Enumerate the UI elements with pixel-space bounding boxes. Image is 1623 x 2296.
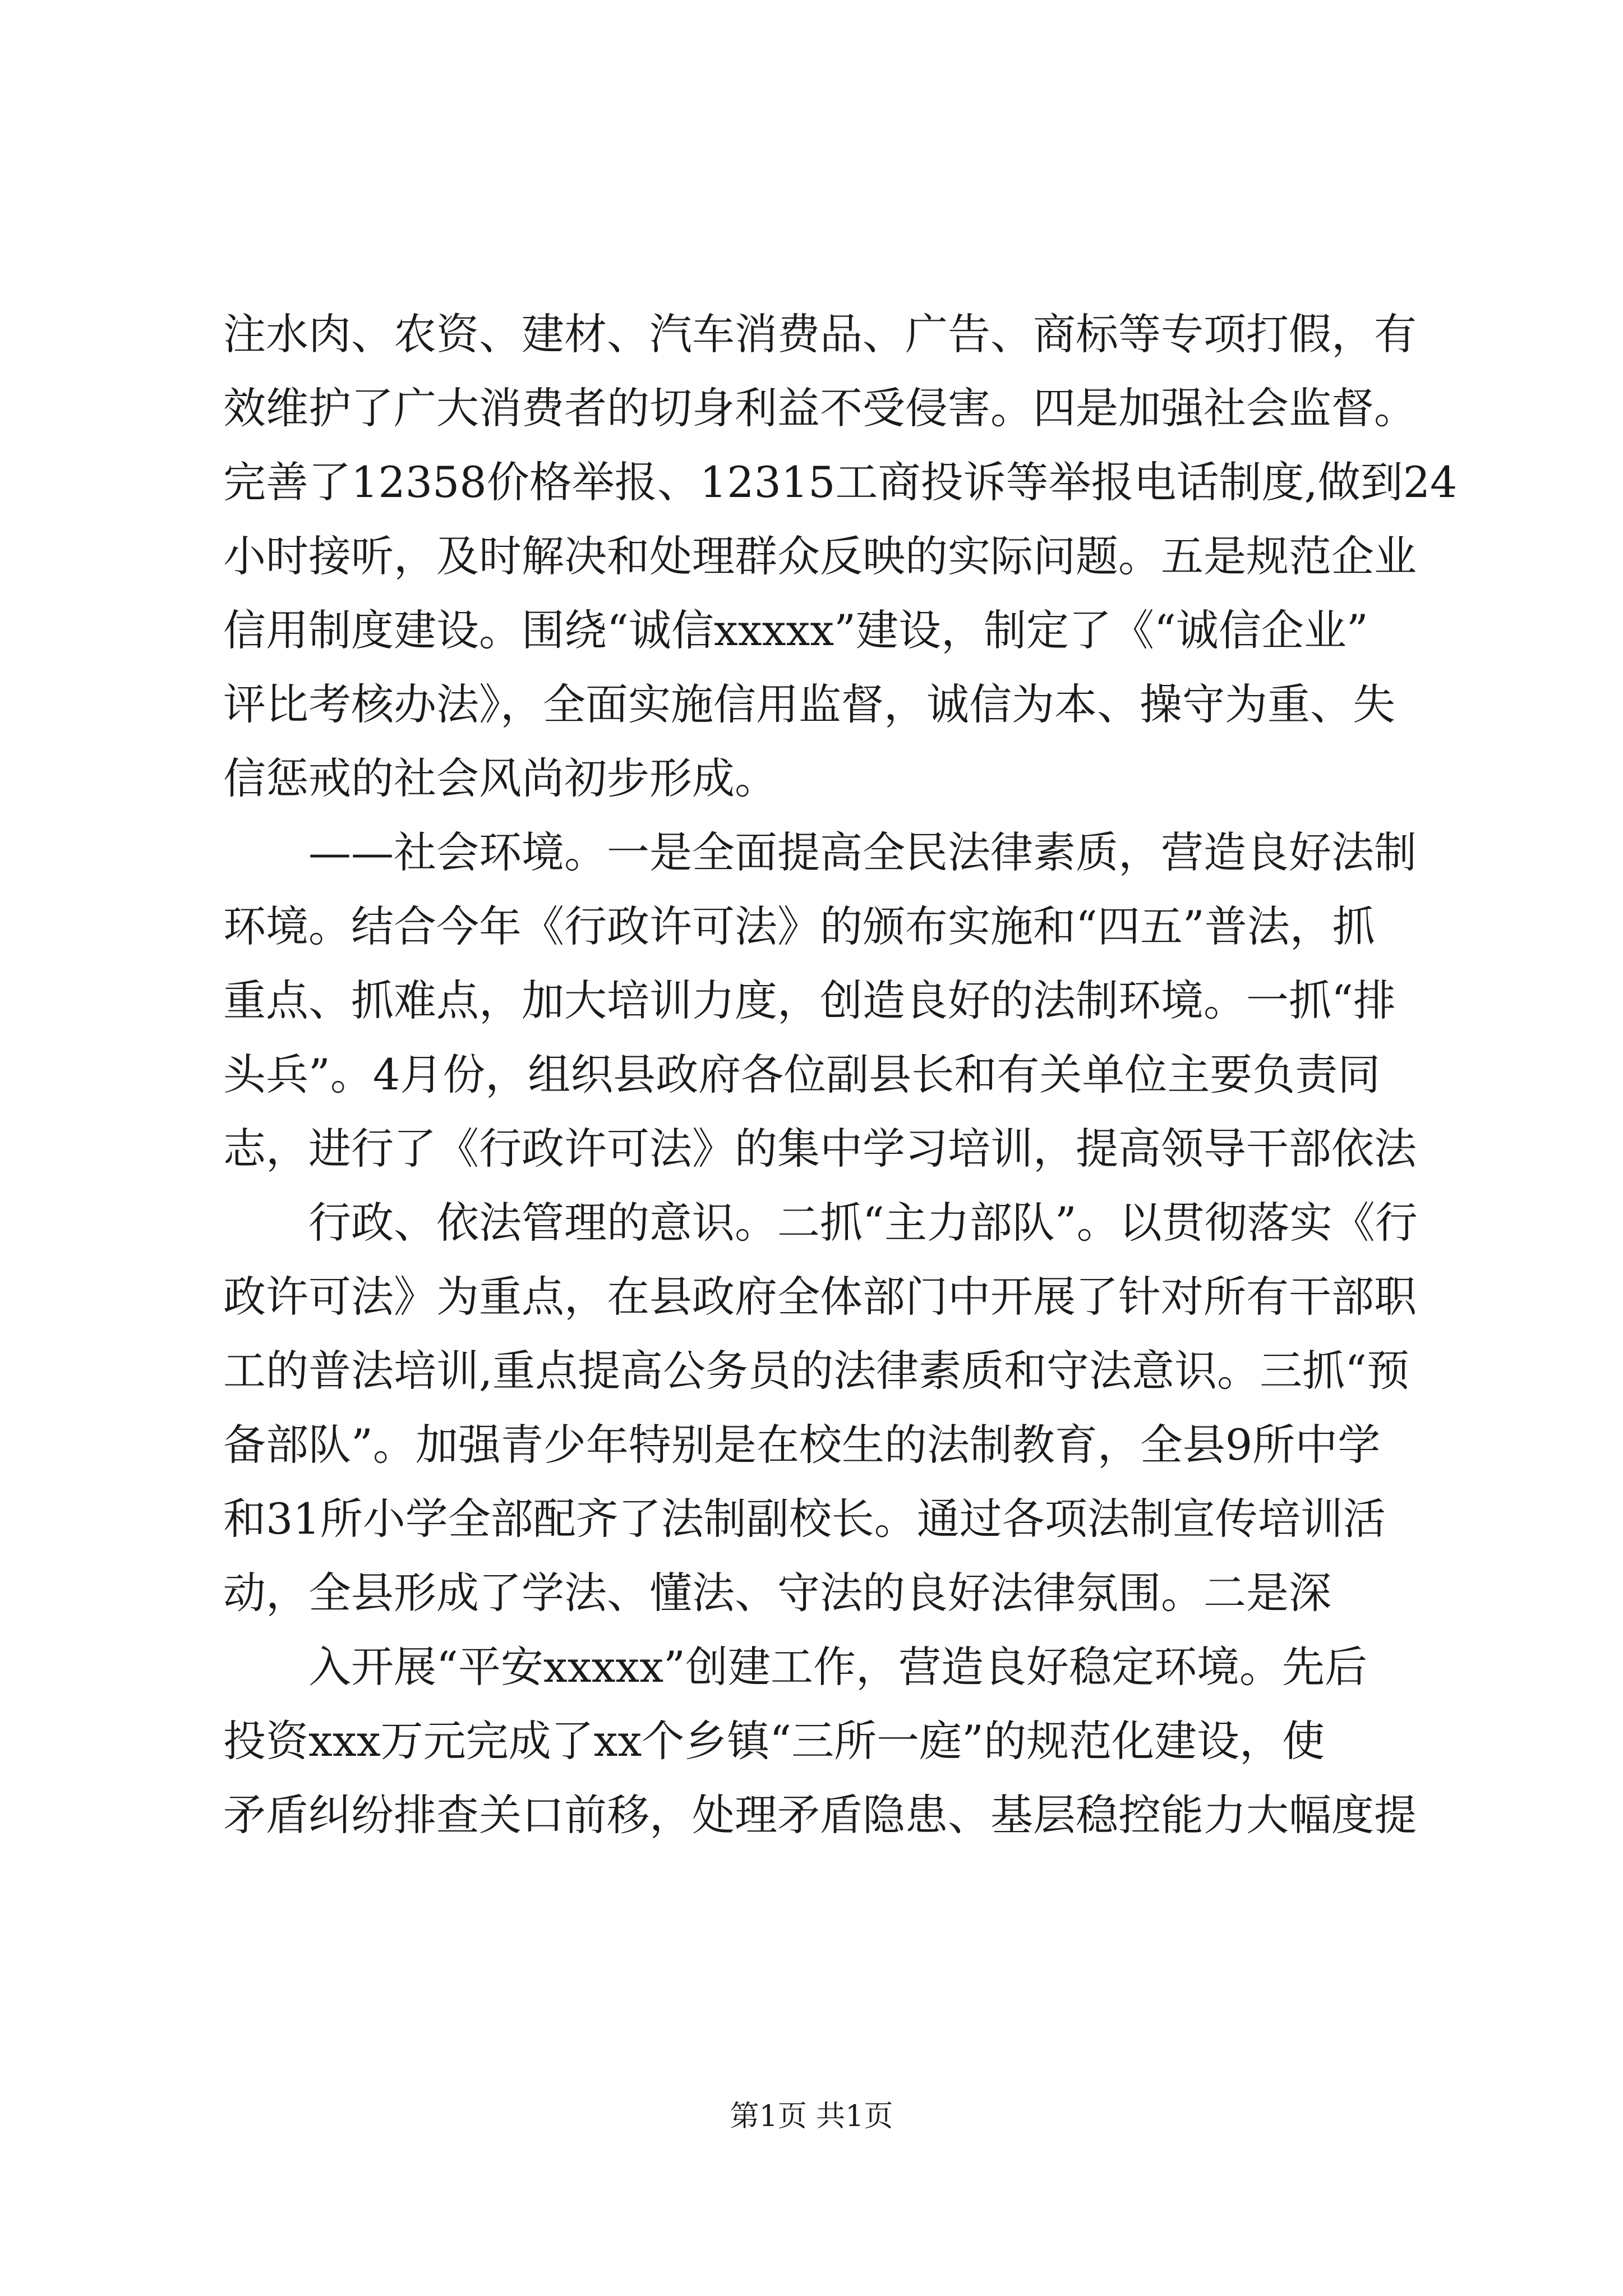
text-line-12: 志，进行了《行政许可法》的集中学习培训，提高领导干部依法 — [223, 1124, 1417, 1174]
text-line-18: 动，全县形成了学法、懂法、守法的良好法律氛围。二是深 — [223, 1568, 1331, 1618]
text-line-20: 投资xxx万元完成了xx个乡镇“三所一庭”的规范化建设，使 — [223, 1716, 1325, 1766]
text-line-9: 环境。结合今年《行政许可法》的颁布实施和“四五”普法，抓 — [223, 901, 1375, 951]
text-line-10: 重点、抓难点，加大培训力度，创造良好的法制环境。一抓“排 — [223, 976, 1396, 1025]
text-line-1: 注水肉、农资、建材、汽车消费品、广告、商标等专项打假，有 — [223, 309, 1417, 359]
text-line-16: 备部队”。加强青少年特别是在校生的法制教育，全县9所中学 — [223, 1420, 1381, 1470]
document-body — [223, 297, 1458, 1852]
text-line-3: 完善了12358价格举报、12315工商投诉等举报电话制度,做到24 — [223, 457, 1458, 507]
text-line-19: 入开展“平安xxxxx”创建工作，营造良好稳定环境。先后 — [308, 1642, 1368, 1692]
page-number-label: 第1页 共1页 — [730, 2100, 893, 2133]
text-line-11: 头兵”。4月份，组织县政府各位副县长和有关单位主要负责同 — [223, 1050, 1381, 1099]
text-line-6: 评比考核办法》，全面实施信用监督，诚信为本、操守为重、失 — [223, 679, 1395, 729]
text-line-2: 效维护了广大消费者的切身利益不受侵害。四是加强社会监督。 — [223, 383, 1417, 433]
text-line-4: 小时接听，及时解决和处理群众反映的实际问题。五是规范企业 — [223, 531, 1417, 581]
text-line-14: 政许可法》为重点，在县政府全体部门中开展了针对所有干部职 — [223, 1272, 1417, 1322]
text-line-21: 矛盾纠纷排查关口前移，处理矛盾隐患、基层稳控能力大幅度提 — [223, 1790, 1417, 1840]
page-footer — [0, 2097, 1623, 2136]
text-line-5: 信用制度建设。围绕“诚信xxxxx”建设，制定了《“诚信企业” — [223, 605, 1368, 655]
text-line-8: ——社会环境。一是全面提高全民法律素质，营造良好法制 — [308, 827, 1417, 877]
text-line-15: 工的普法培训,重点提高公务员的法律素质和守法意识。三抓“预 — [223, 1346, 1410, 1396]
text-line-7: 信惩戒的社会风尚初步形成。 — [223, 753, 777, 803]
text-line-17: 和31所小学全部配齐了法制副校长。通过各项法制宣传培训活 — [223, 1494, 1386, 1544]
text-line-13: 行政、依法管理的意识。二抓“主力部队”。以贯彻落实《行 — [308, 1198, 1418, 1248]
